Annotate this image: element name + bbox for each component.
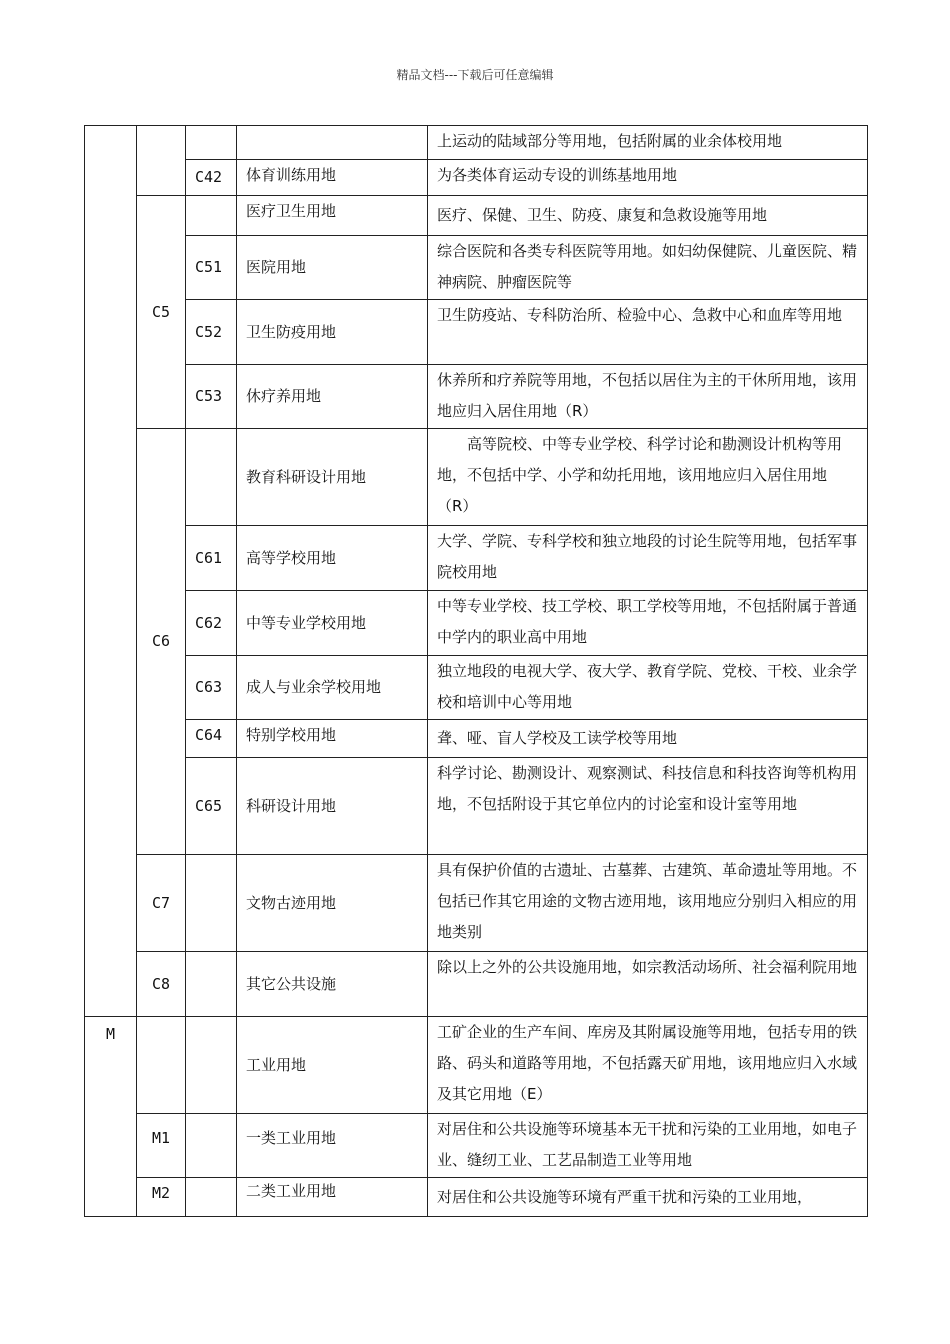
description-cell: 对居住和公共设施等环境基本无干扰和污染的工业用地，如电子业、缝纫工业、工艺品制造工业等用地 xyxy=(428,1114,868,1178)
category-name-cell: 体育训练用地 xyxy=(237,160,428,196)
category-name-cell: 成人与业余学校用地 xyxy=(237,656,428,720)
category-name-cell: 其它公共设施 xyxy=(237,952,428,1017)
category-name-cell: 科研设计用地 xyxy=(237,758,428,855)
minor-class-cell: C62 xyxy=(186,591,237,656)
minor-class-cell xyxy=(186,196,237,236)
table-row xyxy=(85,196,868,236)
table-row xyxy=(85,126,868,160)
medium-class-cell: M2 xyxy=(137,1178,186,1217)
category-name-cell: 中等专业学校用地 xyxy=(237,591,428,656)
minor-class-cell: C42 xyxy=(186,160,237,196)
minor-class-cell xyxy=(186,126,237,160)
minor-class-cell xyxy=(186,429,237,526)
description-cell: 科学讨论、勘测设计、观察测试、科技信息和科技咨询等机构用地，不包括附设于其它单位内的讨论室和设计室等用地 xyxy=(428,758,868,855)
medium-class-cell: M1 xyxy=(137,1114,186,1178)
description-cell: 对居住和公共设施等环境有严重干扰和污染的工业用地， xyxy=(428,1178,868,1217)
description-cell: 具有保护价值的古遗址、古墓葬、古建筑、革命遗址等用地。不包括已作其它用途的文物古迹用地，该用地应分别归入相应的用地类别 xyxy=(428,855,868,952)
category-name-cell: 工业用地 xyxy=(237,1017,428,1114)
description-cell: 高等院校、中等专业学校、科学讨论和勘测设计机构等用地，不包括中学、小学和幼托用地，该用地应归入居住用地（R） xyxy=(428,429,868,526)
table-row xyxy=(85,1178,868,1217)
land-use-table xyxy=(84,125,868,1217)
medium-class-cell: C5 xyxy=(137,196,186,429)
minor-class-cell xyxy=(186,1017,237,1114)
minor-class-cell: C61 xyxy=(186,526,237,591)
minor-class-cell: C53 xyxy=(186,365,237,429)
medium-class-cell: C7 xyxy=(137,855,186,952)
description-cell: 卫生防疫站、专科防治所、检验中心、急救中心和血库等用地 xyxy=(428,300,868,365)
table-row xyxy=(85,236,868,300)
category-name-cell: 二类工业用地 xyxy=(237,1178,428,1217)
description-cell: 除以上之外的公共设施用地，如宗教活动场所、社会福利院用地 xyxy=(428,952,868,1017)
major-class-cell: M xyxy=(85,1017,137,1217)
category-name-cell: 卫生防疫用地 xyxy=(237,300,428,365)
category-name-cell: 教育科研设计用地 xyxy=(237,429,428,526)
category-name-cell: 高等学校用地 xyxy=(237,526,428,591)
category-name-cell: 医院用地 xyxy=(237,236,428,300)
minor-class-cell xyxy=(186,855,237,952)
minor-class-cell xyxy=(186,952,237,1017)
minor-class-cell xyxy=(186,1178,237,1217)
minor-class-cell: C52 xyxy=(186,300,237,365)
table-row xyxy=(85,855,868,952)
table-row xyxy=(85,1114,868,1178)
minor-class-cell: C65 xyxy=(186,758,237,855)
table-row xyxy=(85,300,868,365)
description-cell: 中等专业学校、技工学校、职工学校等用地，不包括附属于普通中学内的职业高中用地 xyxy=(428,591,868,656)
description-cell: 聋、哑、盲人学校及工读学校等用地 xyxy=(428,720,868,758)
description-cell: 医疗、保健、卫生、防疫、康复和急救设施等用地 xyxy=(428,196,868,236)
category-name-cell: 医疗卫生用地 xyxy=(237,196,428,236)
medium-class-cell xyxy=(137,1017,186,1114)
category-name-cell: 一类工业用地 xyxy=(237,1114,428,1178)
table-row xyxy=(85,1017,868,1114)
table-row xyxy=(85,591,868,656)
minor-class-cell: C64 xyxy=(186,720,237,758)
table-row xyxy=(85,952,868,1017)
category-name-cell xyxy=(237,126,428,160)
description-cell: 上运动的陆域部分等用地，包括附属的业余体校用地 xyxy=(428,126,868,160)
minor-class-cell: C51 xyxy=(186,236,237,300)
medium-class-cell: C6 xyxy=(137,429,186,855)
description-cell: 独立地段的电视大学、夜大学、教育学院、党校、干校、业余学校和培训中心等用地 xyxy=(428,656,868,720)
medium-class-cell xyxy=(137,126,186,196)
table-row xyxy=(85,656,868,720)
table-row xyxy=(85,526,868,591)
category-name-cell: 文物古迹用地 xyxy=(237,855,428,952)
medium-class-cell: C8 xyxy=(137,952,186,1017)
description-cell: 休养所和疗养院等用地，不包括以居住为主的干休所用地，该用地应归入居住用地（R） xyxy=(428,365,868,429)
table-row xyxy=(85,429,868,526)
description-cell: 工矿企业的生产车间、库房及其附属设施等用地，包括专用的铁路、码头和道路等用地，不包括露天矿用地，该用地应归入水域及其它用地（E） xyxy=(428,1017,868,1114)
page-header: 精品文档---下载后可任意编辑 xyxy=(396,68,554,82)
minor-class-cell: C63 xyxy=(186,656,237,720)
table-row xyxy=(85,160,868,196)
minor-class-cell xyxy=(186,1114,237,1178)
description-cell: 综合医院和各类专科医院等用地。如妇幼保健院、儿童医院、精神病院、肿瘤医院等 xyxy=(428,236,868,300)
major-class-cell xyxy=(85,126,137,1017)
category-name-cell: 特别学校用地 xyxy=(237,720,428,758)
table-row xyxy=(85,720,868,758)
description-cell: 大学、学院、专科学校和独立地段的讨论生院等用地，包括军事院校用地 xyxy=(428,526,868,591)
category-name-cell: 休疗养用地 xyxy=(237,365,428,429)
table-row xyxy=(85,758,868,855)
table-row xyxy=(85,365,868,429)
description-cell: 为各类体育运动专设的训练基地用地 xyxy=(428,160,868,196)
